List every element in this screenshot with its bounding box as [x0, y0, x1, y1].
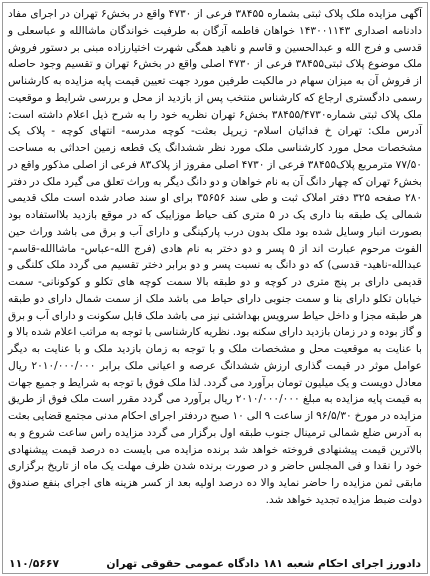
notice-reference-number: ۱۱۰/۵۶۶۷: [9, 557, 60, 570]
auction-notice: [2, 2, 428, 574]
notice-footer: [9, 557, 421, 570]
court-officer-signature: دادورز اجرای احکام شعبه ۱۸۱ دادگاه عمومی حقوقی تهران: [106, 557, 421, 570]
notice-body-text: آگهی مزایده ملک پلاک ثبتی بشماره ۳۸۴۵۵ فرعی از ۴۷۳۰ واقع در بخش۶ تهران در اجرای مفاد دادنامه اصداری ۱۴۳۰۰۱۱۴۳ خواهان فاطمه آزگان به طرفیت خواندگان ماشاالله و عباسعلی و قدسی و فرج الله و عبدالحسین و قاسم و ناهید همگی شهرت اختیارزاده مبنی بر دستور فروش ملک موضوع پلاک ثبتی۳۸۴۵۵ فرعی از ۴۷۳۰ اصلی واقع در بخش۶ تهران و تقسیم وجود حاصله از فروش آن به میزان سهام در مالکیت طرفین مورد جهت تعیین قیمت پایه مزایده به کارشناس رسمی دادگستری ارجاع که کارشناس منتخب پس از بازدید از محل و بررسی شرایط و موقعیت ملک پلاک ثبتی شماره۳۸۴۵۵/۴۷۳۰ بخش۶ تهران نظریه خود را به شرح ذیل اعلام داشته است: آدرس ملک: تهران خ فدائیان اسلام- زیرپل بعثت- کوچه مدرسه- انتهای کوچه - پلاک یک مشخصات محل مورد کارشناسی ملک مورد نظر ششدانگ یک قطعه زمین احداثی به مساحت ۷۷/۵۰ مترمربع پلاک۳۸۴۵۵ فرعی از ۴۷۳۰ اصلی مفروز از پلاک۸۳ فرعی از اصلی مذکور واقع در بخش۶ تهران که چهار دانگ آن به نام خواهان و دو دانگ دیگر به وراث تعلق می گیرد ملک در دفتر ۲۸۰ صفحه ۳۲۵ دفتر املاک ثبت و طی سند ۳۵۶۵۶ برای او سند صادر شده است ملک قدیمی شمالی یک طبقه بنا داری یک در ۵ متری کف حیاط موزاییک که در موقع بازدید بلااستفاده بود بصورت انبار وسایل شده بود ملک بدون درب پارکینگی و دارای آب و برق می باشد وراث حین الفوت مرحوم عبارت اند از ۵ پسر و دو دختر به نام هادی (فرج الله-عباس- ماشاالله-قاسم-عبدالله-ناهید- قدسی) که دو دانگ به نسبت پسر و دو برابر دختر تقسیم می گردد ملک کلنگی و قدیمی دارای بر پنج متری در کوچه و دو طبقه بالا سمت کوچه های تکلو و کوکونانی- سمت خیابان تکلو دارای بنا و سمت جنوبی دارای حیاط می باشد ملک از سمت شمال دارای دو طبقه هر طبقه مجزا و داخل حیاط سرویس بهداشتی نیز می باشد ملک قابل سکونت و دارای آب و برق و گاز بوده و در زمان بازدید دارای سکنه بود. نظریه کارشناسی با توجه به مراتب اعلام شده بالا و با عنایت به موقعیت محل و مشخصات ملک و با توجه به زمان بازدید ملک و با عنایت به دیگر عوامل موثر در قیمت گذاری ارزش ششدانگ عرصه و اعیانی ملک برابر ۲۰۱۰/۰۰۰/۰۰۰ ریال معادل دویست و یک میلیون تومان برآورد می گردد. لذا ملک فوق با توجه به شرایط و جمیع جهات به قیمت پایه مزایده به مبلغ ۲۰۱۰/۰۰۰/۰۰۰ ریال برآورد می گردد مقرر است ملک فوق از طریق مزایده در مورخ ۹۶/۵/۳۰ از ساعت ۹ الی ۱۰ صبح دردفتر اجرای احکام مدنی مجتمع قضایی بعثت به آدرس ضلع شمالی ترمینال جنوب طبقه اول برگزار می گردد مزایده راس ساعت شروع و به بالاترین قیمت پیشنهادی فروخته خواهد شد برنده مزایده می بایست ده درصد قیمت پیشنهادی خود را نقدا و فی المجلس حاضر و در صورت برنده شدن ظرف مهلت یک ماه از تاریخ برگزاری مابقی ثمن مزایده را حاضر نماید والا ده درصد اولیه بعد از کسر هزینه های اجرای بنفع صندوق دولت ضبط مزایده تجدید خواهد شد.: [8, 8, 423, 506]
